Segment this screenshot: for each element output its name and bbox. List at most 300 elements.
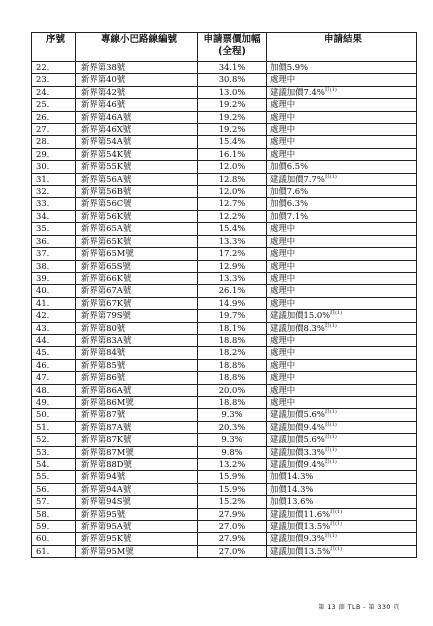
cell-route-number-text: 新界第87A號 <box>81 421 132 432</box>
table-row <box>32 210 417 222</box>
cell-route-number <box>76 235 198 247</box>
cell-result-text: 處理中 <box>270 124 296 135</box>
cell-fare-increase-text: 13.0% <box>218 86 246 97</box>
cell-route-number <box>76 62 198 74</box>
table-row <box>32 248 417 260</box>
cell-fare-increase-text: 14.9% <box>218 297 246 308</box>
cell-fare-increase-text: 18.8% <box>218 334 246 345</box>
cell-result <box>267 409 417 421</box>
cell-result <box>267 508 417 520</box>
cell-fare-increase-text: 13.2% <box>218 459 246 469</box>
cell-fare-increase-text: 15.9% <box>218 471 246 482</box>
cell-serial-no <box>32 111 76 123</box>
cell-serial-no-text: 30. <box>36 161 50 172</box>
table-header-row <box>32 33 417 62</box>
cell-route-number <box>76 272 198 284</box>
cell-result <box>267 359 417 371</box>
cell-route-number <box>76 533 198 545</box>
cell-route-number-text: 新界第46X號 <box>81 124 132 135</box>
cell-serial-no-text: 61. <box>36 545 50 556</box>
header-application-result: 申請結果 <box>267 33 417 62</box>
cell-serial-no <box>32 459 76 471</box>
table-row <box>32 124 417 136</box>
cell-serial-no-text: 54. <box>36 459 50 469</box>
cell-result-text: 處理中 <box>270 396 296 407</box>
cell-serial-no-text: 35. <box>36 223 50 234</box>
cell-serial-no <box>32 99 76 111</box>
cell-serial-no <box>32 186 76 198</box>
result-footnote-marker: 註(1) <box>324 409 337 416</box>
cell-route-number-text: 新界第65S號 <box>81 260 131 271</box>
cell-fare-increase <box>198 272 267 284</box>
table-row <box>32 310 417 322</box>
cell-route-number-text: 新界第66K號 <box>81 272 132 283</box>
cell-result <box>267 285 417 297</box>
cell-serial-no-text: 46. <box>36 359 50 370</box>
cell-route-number <box>76 136 198 148</box>
cell-fare-increase <box>198 248 267 260</box>
cell-serial-no <box>32 248 76 260</box>
cell-route-number-text: 新界第56C號 <box>81 198 132 209</box>
cell-fare-increase-text: 15.4% <box>218 136 246 147</box>
cell-serial-no-text: 22. <box>36 62 50 72</box>
cell-fare-increase <box>198 409 267 421</box>
cell-result-text: 建議加價13.5% <box>270 545 331 556</box>
cell-serial-no <box>32 471 76 483</box>
cell-fare-increase <box>198 310 267 322</box>
cell-route-number <box>76 322 198 334</box>
cell-result-text: 加價5.9% <box>270 62 309 72</box>
cell-serial-no <box>32 285 76 297</box>
cell-serial-no-text: 41. <box>36 297 50 308</box>
cell-fare-increase <box>198 173 267 185</box>
cell-route-number <box>76 347 198 359</box>
cell-result <box>267 74 417 86</box>
cell-result-text: 加價14.3% <box>270 471 314 482</box>
cell-result <box>267 62 417 74</box>
cell-fare-increase <box>198 285 267 297</box>
cell-result-text: 建議加價5.6% <box>270 434 325 445</box>
table-row <box>32 471 417 483</box>
table-row <box>32 62 417 74</box>
cell-fare-increase-text: 19.2% <box>218 111 246 122</box>
cell-result <box>267 198 417 210</box>
cell-route-number <box>76 74 198 86</box>
cell-fare-increase-text: 13.3% <box>218 235 246 246</box>
cell-route-number-text: 新界第40號 <box>81 74 126 85</box>
cell-result-text: 處理中 <box>270 136 296 147</box>
cell-route-number <box>76 223 198 235</box>
cell-fare-increase <box>198 260 267 272</box>
cell-route-number-text: 新界第54K號 <box>81 148 132 159</box>
cell-fare-increase-text: 17.2% <box>218 248 246 259</box>
cell-serial-no <box>32 372 76 384</box>
table-row <box>32 446 417 458</box>
cell-route-number-text: 新界第86號 <box>81 372 126 383</box>
table-row <box>32 136 417 148</box>
cell-result-text: 處理中 <box>270 372 296 383</box>
table-row <box>32 148 417 160</box>
cell-route-number <box>76 310 198 322</box>
cell-result-text: 處理中 <box>270 74 296 85</box>
cell-serial-no-text: 40. <box>36 285 50 296</box>
cell-fare-increase-text: 15.9% <box>218 483 246 494</box>
cell-route-number <box>76 508 198 520</box>
table-row <box>32 297 417 309</box>
cell-fare-increase <box>198 508 267 520</box>
cell-result-text: 處理中 <box>270 272 296 283</box>
cell-route-number <box>76 248 198 260</box>
cell-route-number <box>76 86 198 98</box>
table-row <box>32 99 417 111</box>
table-row <box>32 533 417 545</box>
cell-serial-no-text: 34. <box>36 210 50 221</box>
cell-serial-no <box>32 508 76 520</box>
cell-serial-no-text: 36. <box>36 235 50 246</box>
cell-result-text: 處理中 <box>270 347 296 358</box>
cell-serial-no <box>32 148 76 160</box>
cell-serial-no-text: 50. <box>36 409 50 420</box>
cell-serial-no-text: 47. <box>36 372 50 383</box>
cell-fare-increase <box>198 372 267 384</box>
cell-route-number <box>76 434 198 446</box>
result-footnote-marker: 註(1) <box>324 533 337 540</box>
cell-route-number-text: 新界第87M號 <box>81 446 134 457</box>
cell-result <box>267 161 417 173</box>
cell-serial-no <box>32 533 76 545</box>
cell-serial-no-text: 38. <box>36 260 50 271</box>
cell-fare-increase <box>198 347 267 359</box>
cell-route-number-text: 新界第87K號 <box>81 434 132 445</box>
cell-route-number-text: 新界第56K號 <box>81 210 132 221</box>
cell-result-text: 處理中 <box>270 248 296 259</box>
cell-route-number-text: 新界第46A號 <box>81 111 132 122</box>
table-body <box>32 62 417 558</box>
cell-serial-no-text: 59. <box>36 521 50 532</box>
cell-result-text: 處理中 <box>270 359 296 370</box>
cell-result <box>267 99 417 111</box>
cell-result <box>267 322 417 334</box>
cell-result-text: 建議加價8.3% <box>270 322 325 333</box>
cell-result <box>267 235 417 247</box>
cell-result-text: 處理中 <box>270 334 296 345</box>
cell-serial-no <box>32 161 76 173</box>
cell-route-number <box>76 161 198 173</box>
cell-result-text: 加價13.6% <box>270 496 314 507</box>
cell-result <box>267 372 417 384</box>
cell-serial-no-text: 29. <box>36 148 50 159</box>
result-footnote-marker: 註(1) <box>324 86 337 93</box>
cell-fare-increase-text: 12.0% <box>218 186 246 197</box>
cell-fare-increase-text: 12.7% <box>218 198 246 209</box>
cell-serial-no <box>32 496 76 508</box>
cell-route-number <box>76 421 198 433</box>
cell-result-text: 處理中 <box>270 285 296 296</box>
result-footnote-marker: 註(1) <box>324 446 337 453</box>
cell-serial-no <box>32 210 76 222</box>
cell-result-text: 建議加價13.5% <box>270 521 331 532</box>
cell-result-text: 處理中 <box>270 297 296 308</box>
cell-serial-no <box>32 334 76 346</box>
cell-serial-no-text: 57. <box>36 496 50 507</box>
cell-route-number <box>76 297 198 309</box>
cell-fare-increase-text: 30.8% <box>218 74 246 85</box>
cell-fare-increase-text: 12.2% <box>218 210 246 221</box>
cell-fare-increase <box>198 148 267 160</box>
table-row <box>32 161 417 173</box>
cell-fare-increase-text: 26.1% <box>218 285 246 296</box>
cell-fare-increase <box>198 359 267 371</box>
cell-route-number <box>76 459 198 471</box>
cell-route-number <box>76 446 198 458</box>
table-row <box>32 496 417 508</box>
cell-route-number-text: 新界第94A號 <box>81 483 132 494</box>
cell-serial-no-text: 27. <box>36 124 50 135</box>
cell-serial-no <box>32 223 76 235</box>
cell-route-number <box>76 521 198 533</box>
table-row <box>32 260 417 272</box>
cell-fare-increase <box>198 99 267 111</box>
cell-serial-no-text: 33. <box>36 198 50 209</box>
cell-result-text: 處理中 <box>270 384 296 395</box>
cell-result <box>267 223 417 235</box>
cell-fare-increase <box>198 186 267 198</box>
cell-result-text: 處理中 <box>270 260 296 271</box>
cell-serial-no <box>32 384 76 396</box>
cell-serial-no <box>32 235 76 247</box>
result-footnote-marker: 註(1) <box>324 421 337 428</box>
cell-route-number-text: 新界第56A號 <box>81 173 132 184</box>
table-row <box>32 74 417 86</box>
cell-result <box>267 384 417 396</box>
table-row <box>32 272 417 284</box>
cell-result <box>267 521 417 533</box>
result-footnote-marker: 註(1) <box>330 521 343 528</box>
cell-serial-no-text: 56. <box>36 483 50 494</box>
cell-fare-increase <box>198 483 267 495</box>
cell-fare-increase-text: 19.2% <box>218 99 246 110</box>
cell-fare-increase-text: 9.3% <box>221 409 243 420</box>
cell-serial-no <box>32 421 76 433</box>
table-row <box>32 409 417 421</box>
cell-result <box>267 297 417 309</box>
cell-serial-no <box>32 483 76 495</box>
cell-route-number-text: 新界第85號 <box>81 359 126 370</box>
result-footnote-marker: 註(1) <box>324 459 337 465</box>
cell-result <box>267 396 417 408</box>
cell-route-number-text: 新界第95A號 <box>81 521 132 532</box>
cell-serial-no <box>32 322 76 334</box>
header-serial-no: 序號 <box>32 33 76 62</box>
cell-result <box>267 186 417 198</box>
cell-fare-increase <box>198 198 267 210</box>
cell-serial-no <box>32 297 76 309</box>
cell-fare-increase <box>198 545 267 557</box>
table-row <box>32 198 417 210</box>
cell-route-number <box>76 198 198 210</box>
cell-serial-no <box>32 74 76 86</box>
cell-fare-increase-text: 15.4% <box>218 223 246 234</box>
page-footer: 第 13 節 TLB - 第 330 頁 <box>318 604 400 611</box>
cell-fare-increase <box>198 297 267 309</box>
cell-route-number-text: 新界第42號 <box>81 86 126 97</box>
cell-fare-increase-text: 20.0% <box>218 384 246 395</box>
cell-serial-no-text: 53. <box>36 446 50 457</box>
cell-result-text: 加價6.3% <box>270 198 309 209</box>
cell-result <box>267 446 417 458</box>
cell-fare-increase <box>198 74 267 86</box>
table-row <box>32 434 417 446</box>
cell-fare-increase-text: 18.8% <box>218 359 246 370</box>
cell-serial-no-text: 51. <box>36 421 50 432</box>
cell-result <box>267 434 417 446</box>
result-footnote-marker: 註(1) <box>324 173 337 180</box>
cell-result-text: 處理中 <box>270 235 296 246</box>
cell-serial-no-text: 43. <box>36 322 50 333</box>
cell-result <box>267 483 417 495</box>
cell-fare-increase <box>198 136 267 148</box>
cell-serial-no-text: 42. <box>36 310 50 321</box>
table-row <box>32 322 417 334</box>
cell-route-number-text: 新界第95M號 <box>81 545 134 556</box>
cell-route-number-text: 新界第79S號 <box>81 310 131 321</box>
cell-serial-no <box>32 359 76 371</box>
cell-result <box>267 545 417 557</box>
cell-route-number-text: 新界第56B號 <box>81 186 132 197</box>
cell-result-text: 處理中 <box>270 223 296 234</box>
cell-serial-no <box>32 173 76 185</box>
cell-fare-increase-text: 16.1% <box>218 148 246 159</box>
cell-fare-increase <box>198 396 267 408</box>
result-footnote-marker: 註(1) <box>324 434 337 441</box>
cell-fare-increase-text: 27.0% <box>218 521 246 532</box>
cell-fare-increase-text: 19.7% <box>218 310 246 321</box>
cell-route-number <box>76 483 198 495</box>
cell-result-text: 建議加價9.3% <box>270 533 325 544</box>
cell-result-text: 建議加價5.6% <box>270 409 325 420</box>
cell-fare-increase-text: 9.3% <box>221 434 243 445</box>
cell-route-number <box>76 471 198 483</box>
table-row <box>32 186 417 198</box>
table-row <box>32 86 417 98</box>
cell-route-number-text: 新界第67A號 <box>81 285 132 296</box>
cell-serial-no-text: 49. <box>36 396 50 407</box>
cell-route-number-text: 新界第65M號 <box>81 248 134 259</box>
cell-fare-increase <box>198 533 267 545</box>
result-footnote-marker: 註(1) <box>324 322 337 329</box>
cell-route-number-text: 新界第84號 <box>81 347 126 358</box>
cell-route-number-text: 新界第94號 <box>81 471 126 482</box>
cell-route-number <box>76 409 198 421</box>
cell-serial-no-text: 55. <box>36 471 50 482</box>
cell-route-number-text: 新界第38號 <box>81 62 126 72</box>
cell-route-number-text: 新界第86M號 <box>81 396 134 407</box>
cell-fare-increase-text: 18.8% <box>218 372 246 383</box>
cell-serial-no-text: 60. <box>36 533 50 544</box>
cell-route-number-text: 新界第55K號 <box>81 161 132 172</box>
cell-result-text: 建議加價3.3% <box>270 446 325 457</box>
cell-fare-increase <box>198 471 267 483</box>
cell-fare-increase-text: 13.3% <box>218 272 246 283</box>
table-row <box>32 483 417 495</box>
cell-result <box>267 272 417 284</box>
cell-serial-no <box>32 521 76 533</box>
table-row <box>32 235 417 247</box>
cell-fare-increase <box>198 384 267 396</box>
result-footnote-marker: 註(1) <box>330 310 343 317</box>
table-row <box>32 421 417 433</box>
result-footnote-marker: 註(1) <box>330 545 343 552</box>
table-row <box>32 223 417 235</box>
cell-serial-no <box>32 446 76 458</box>
cell-serial-no <box>32 198 76 210</box>
cell-serial-no-text: 44. <box>36 334 50 345</box>
cell-fare-increase <box>198 223 267 235</box>
cell-fare-increase-text: 19.2% <box>218 124 246 135</box>
cell-route-number <box>76 173 198 185</box>
cell-result <box>267 173 417 185</box>
table-row <box>32 173 417 185</box>
cell-result-text: 建議加價11.6% <box>270 508 331 519</box>
cell-fare-increase-text: 12.9% <box>218 260 246 271</box>
cell-result-text: 建議加價7.4% <box>270 86 325 97</box>
cell-route-number-text: 新界第46號 <box>81 99 126 110</box>
cell-serial-no <box>32 260 76 272</box>
cell-serial-no <box>32 545 76 557</box>
cell-fare-increase-text: 15.2% <box>218 496 246 507</box>
cell-result <box>267 148 417 160</box>
cell-fare-increase <box>198 161 267 173</box>
cell-result-text: 建議加價9.4% <box>270 459 325 469</box>
cell-serial-no <box>32 347 76 359</box>
cell-fare-increase <box>198 322 267 334</box>
cell-result <box>267 248 417 260</box>
cell-serial-no-text: 52. <box>36 434 50 445</box>
header-fare-increase <box>198 33 267 62</box>
cell-serial-no <box>32 124 76 136</box>
cell-route-number <box>76 285 198 297</box>
table-row <box>32 111 417 123</box>
table-row <box>32 508 417 520</box>
cell-result-text: 建議加價7.7% <box>270 173 325 184</box>
cell-serial-no <box>32 86 76 98</box>
cell-fare-increase <box>198 111 267 123</box>
fare-increase-table <box>31 32 417 558</box>
cell-route-number-text: 新界第54A號 <box>81 136 132 147</box>
cell-serial-no-text: 25. <box>36 99 50 110</box>
cell-route-number-text: 新界第88D號 <box>81 459 132 469</box>
cell-route-number-text: 新界第95號 <box>81 508 126 519</box>
cell-serial-no-text: 31. <box>36 173 50 184</box>
cell-route-number <box>76 210 198 222</box>
cell-route-number <box>76 545 198 557</box>
cell-fare-increase-text: 27.9% <box>218 508 246 519</box>
cell-route-number-text: 新界第67K號 <box>81 297 132 308</box>
cell-route-number <box>76 359 198 371</box>
cell-serial-no <box>32 310 76 322</box>
cell-serial-no-text: 28. <box>36 136 50 147</box>
cell-route-number <box>76 260 198 272</box>
cell-fare-increase-text: 27.0% <box>218 545 246 556</box>
cell-serial-no-text: 48. <box>36 384 50 395</box>
cell-serial-no-text: 39. <box>36 272 50 283</box>
table-row <box>32 347 417 359</box>
table-row <box>32 372 417 384</box>
cell-fare-increase-text: 20.3% <box>218 421 246 432</box>
cell-serial-no <box>32 434 76 446</box>
cell-result-text: 建議加價9.4% <box>270 421 325 432</box>
cell-serial-no <box>32 409 76 421</box>
